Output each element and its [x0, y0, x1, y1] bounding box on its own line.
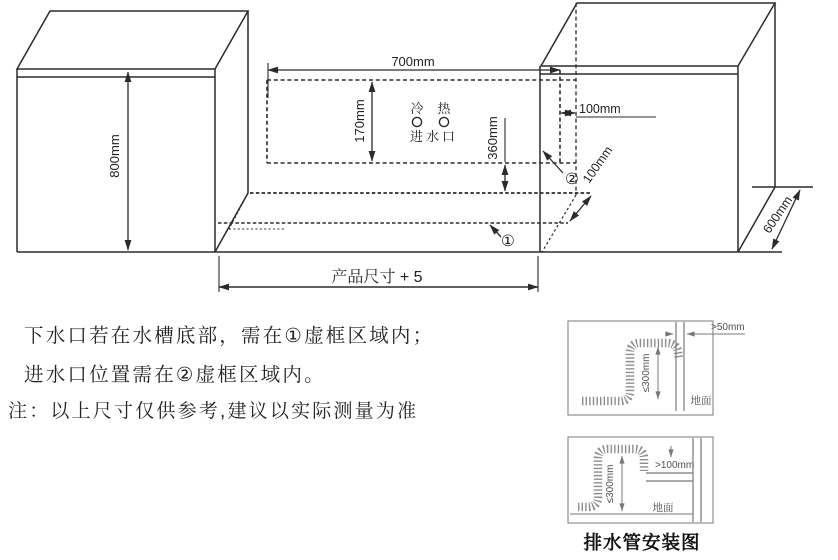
- hot-label: 热: [437, 101, 451, 116]
- inlet-label: 进水口: [409, 129, 459, 144]
- dim-600-label: 600mm: [760, 193, 796, 236]
- water-inlet-ports: [412, 117, 448, 126]
- hot-inlet-port: [439, 117, 448, 126]
- inset1-ground-label: 地面: [690, 395, 712, 407]
- dim-170-label: 170mm: [352, 99, 367, 143]
- inset-wall-drain: [568, 437, 713, 523]
- dim-800-label: 800mm: [107, 134, 122, 178]
- dim-700-label: 700mm: [391, 54, 435, 69]
- inset2-height-label: ≤300mm: [605, 464, 616, 504]
- dim-100-diag-label: 100mm: [580, 143, 616, 186]
- dim-product-label: 产品尺寸 + 5: [331, 269, 423, 286]
- inset1-gap-label: >50mm: [711, 322, 745, 333]
- zone-1-marker: ①: [501, 233, 515, 250]
- inset-standpipe: [568, 321, 745, 415]
- zone-1-dashed-lines: [218, 193, 590, 229]
- dim-360-label: 360mm: [485, 116, 500, 160]
- dimension-lines: [128, 63, 800, 292]
- dim-100-top-label: 100mm: [579, 102, 621, 116]
- inset-caption: 排水管安装图: [583, 532, 701, 553]
- right-cabinet-hidden-edges: [542, 3, 576, 252]
- zone-2-dashed-box: [267, 70, 576, 163]
- inset1-height-label: ≤300mm: [641, 353, 652, 393]
- note-line-1: 下水口若在水槽底部，需在①虚框区域内；: [24, 325, 435, 347]
- left-cabinet: [17, 11, 248, 252]
- cold-inlet-port: [412, 117, 421, 126]
- inset2-ground-label: 地面: [652, 502, 674, 514]
- inset2-insert-label: >100mm: [655, 460, 695, 471]
- note-line-2: 进水口位置需在②虚框区域内。: [24, 364, 326, 386]
- zone-2-marker: ②: [565, 171, 579, 188]
- note-line-3: 注：以上尺寸仅供参考,建议以实际测量为准: [8, 401, 419, 422]
- cold-label: 冷: [410, 101, 424, 116]
